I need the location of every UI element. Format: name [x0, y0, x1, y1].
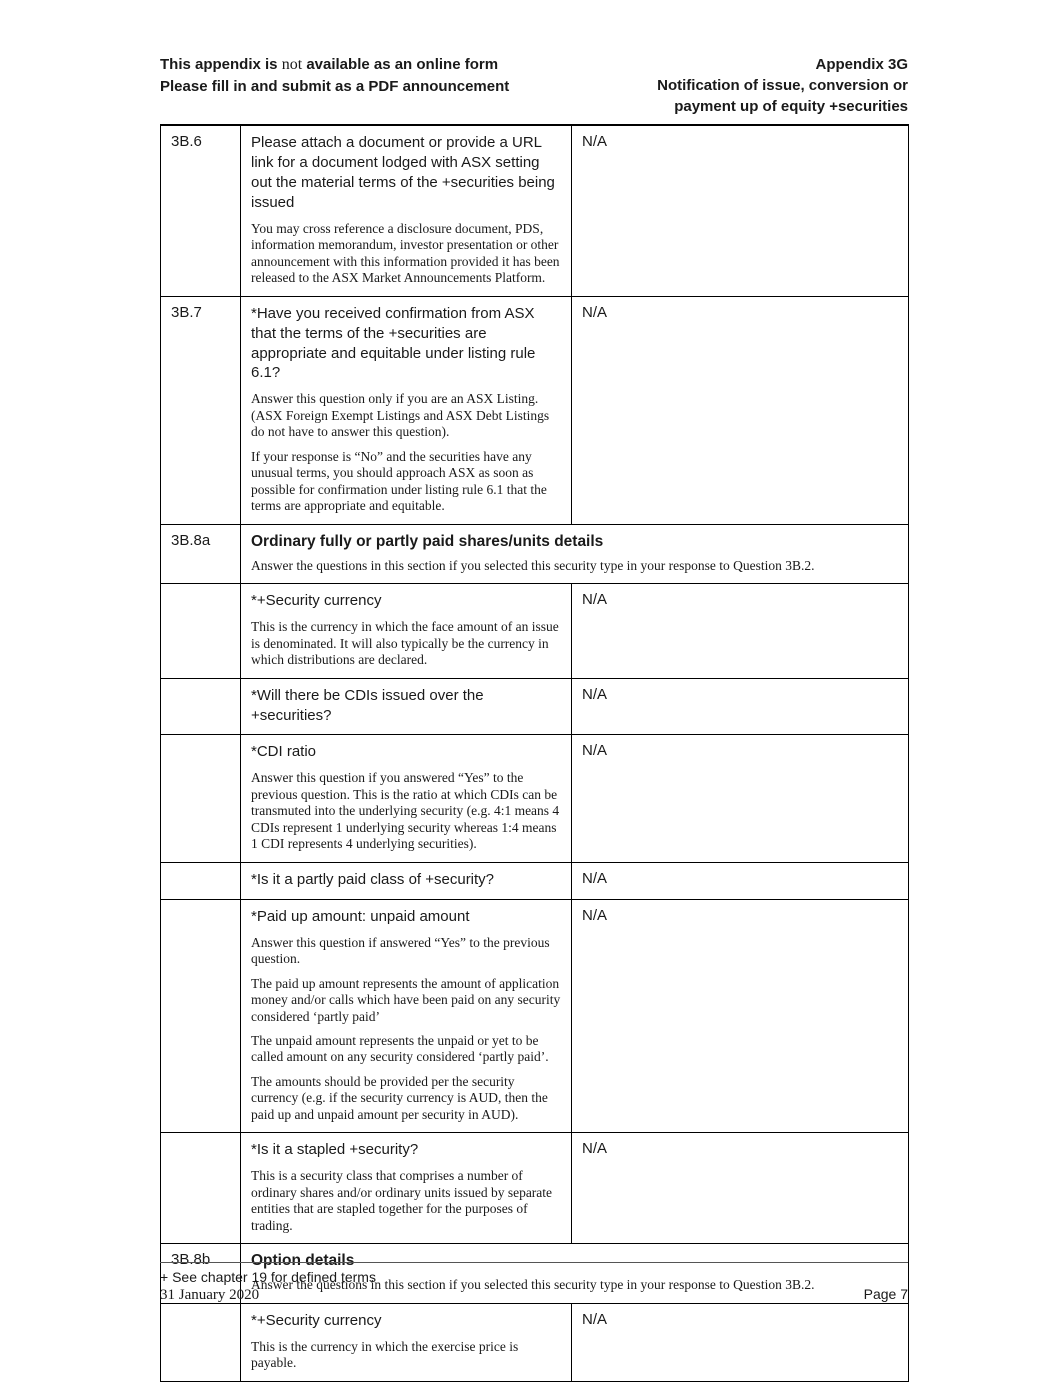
question-cell: [241, 735, 572, 862]
answer-value: N/A: [572, 735, 909, 862]
footer-page-number: Page 7: [863, 1286, 908, 1303]
question-text: *Is it a partly paid class of +security?: [251, 870, 495, 888]
question-number: [161, 862, 241, 899]
section-cell: [241, 524, 909, 584]
page: [160, 54, 908, 1382]
table-row-3b6: [161, 125, 909, 296]
question-text: *+Security currency: [251, 1311, 382, 1329]
section-number: 3B.8b: [161, 1244, 241, 1304]
document-header: [160, 54, 908, 117]
question-cell: [241, 125, 572, 296]
section-number: 3B.8a: [161, 524, 241, 584]
header-right-block: [657, 54, 908, 117]
question-note: Answer this question only if you are an ASX Listing. (ASX Foreign Exempt Listings and ASX Debt Listings do not have to answer this question).: [251, 391, 550, 440]
answer-value: N/A: [572, 1303, 909, 1381]
question-note: Answer this question if answered “Yes” to the previous question.: [251, 934, 550, 967]
question-text: Please attach a document or provide a URL link for a document lodged with ASX setting out the material terms of the +securities being issued: [251, 134, 555, 211]
question-number: [161, 678, 241, 735]
document-footer: [160, 1262, 908, 1304]
row-option-security-currency: [161, 1303, 909, 1381]
question-number: [161, 899, 241, 1133]
row-partly-paid: [161, 862, 909, 899]
header-left-block: [160, 54, 509, 117]
question-note: You may cross reference a disclosure document, PDS, information memorandum, investor presentation or other announcement with this information provided it has been released to the ASX Market Announcements Platform.: [251, 220, 560, 286]
row-cdi-ratio: [161, 735, 909, 862]
section-row-3b8a: [161, 524, 909, 584]
question-text: *Paid up amount: unpaid amount: [251, 907, 470, 925]
question-cell: [241, 584, 572, 678]
appendix-title: Appendix 3G: [815, 56, 908, 73]
question-note: This is the currency in which the face amount of an issue is denominated. It will also typically be the currency in which distributions are declared.: [251, 619, 559, 668]
question-note: Answer this question if you answered “Yes” to the previous question. This is the ratio at which CDIs can be transmuted into the underlying security (e.g. 4:1 means 4 CDIs represent 1 underlying security whereas 1:4 means 1 CDI represents 4 underlying securities).: [251, 770, 560, 852]
question-number: 3B.6: [161, 125, 241, 296]
answer-value: N/A: [572, 899, 909, 1133]
footer-date: 31 January 2020: [160, 1287, 260, 1304]
question-cell: [241, 296, 572, 524]
question-number: [161, 735, 241, 862]
answer-value: N/A: [572, 678, 909, 735]
header-left-line1-b: available as an online form: [302, 56, 499, 73]
question-number: [161, 584, 241, 678]
question-note: The paid up amount represents the amount of application money and/or calls which have been paid on any security considered ‘partly paid’: [251, 975, 561, 1024]
section-note: Answer the questions in this section if you selected this security type in your response to Question 3B.2.: [251, 1277, 815, 1293]
answer-value: N/A: [572, 1133, 909, 1244]
header-left-line2: Please fill in and submit as a PDF announcement: [160, 78, 510, 96]
question-text: *Is it a stapled +security?: [251, 1141, 419, 1159]
question-text: *+Security currency: [251, 592, 382, 610]
form-table: [160, 124, 909, 1382]
appendix-subtitle-line2: payment up of equity +securities: [674, 98, 908, 115]
row-stapled-security: [161, 1133, 909, 1244]
answer-value: N/A: [572, 296, 909, 524]
section-title: Option details: [251, 1252, 355, 1270]
section-note: Answer the questions in this section if you selected this security type in your response to Question 3B.2.: [251, 557, 815, 573]
header-left-line1-a: This appendix is: [160, 56, 282, 73]
question-note: This is a security class that comprises a number of ordinary shares and/or ordinary units issued by separate entities that are stapled together for the purposes of trading.: [251, 1168, 553, 1233]
question-text: *CDI ratio: [251, 743, 317, 761]
footer-defined-terms: + See chapter 19 for defined terms: [160, 1269, 376, 1285]
answer-value: N/A: [572, 125, 909, 296]
answer-value: N/A: [572, 584, 909, 678]
question-cell: [241, 1303, 572, 1381]
footer-divider: [160, 1262, 908, 1263]
section-title: Ordinary fully or partly paid shares/units details: [251, 532, 604, 550]
question-note: The amounts should be provided per the security currency (e.g. if the security currency is AUD, then the paid up and unpaid amount per security in AUD).: [251, 1073, 548, 1122]
question-number: [161, 1303, 241, 1381]
question-cell: [241, 899, 572, 1133]
appendix-subtitle-line1: Notification of issue, conversion or: [657, 77, 908, 94]
row-cdi-issued: [161, 678, 909, 735]
row-paid-up-amount: [161, 899, 909, 1133]
row-security-currency: [161, 584, 909, 678]
header-left-line1-not: not: [281, 56, 303, 73]
question-number: [161, 1133, 241, 1244]
question-note: This is the currency in which the exercise price is payable.: [251, 1338, 519, 1371]
question-cell: [241, 862, 572, 899]
question-number: 3B.7: [161, 296, 241, 524]
answer-value: N/A: [572, 862, 909, 899]
question-text: *Have you received confirmation from ASX that the terms of the +securities are appropriate and equitable under listing rule 6.1?: [251, 304, 536, 382]
question-cell: [241, 678, 572, 735]
table-row-3b7: [161, 296, 909, 524]
question-cell: [241, 1133, 572, 1244]
question-note: The unpaid amount represents the unpaid or yet to be called amount on any security considered ‘partly paid’.: [251, 1032, 549, 1065]
question-text: *Will there be CDIs issued over the +securities?: [251, 686, 484, 724]
question-note: If your response is “No” and the securities have any unusual terms, you should approach ASX as soon as possible for confirmation under listing rule 6.1 that the terms are appropriate and equitable.: [251, 448, 547, 514]
header-left-line1: [160, 54, 509, 76]
